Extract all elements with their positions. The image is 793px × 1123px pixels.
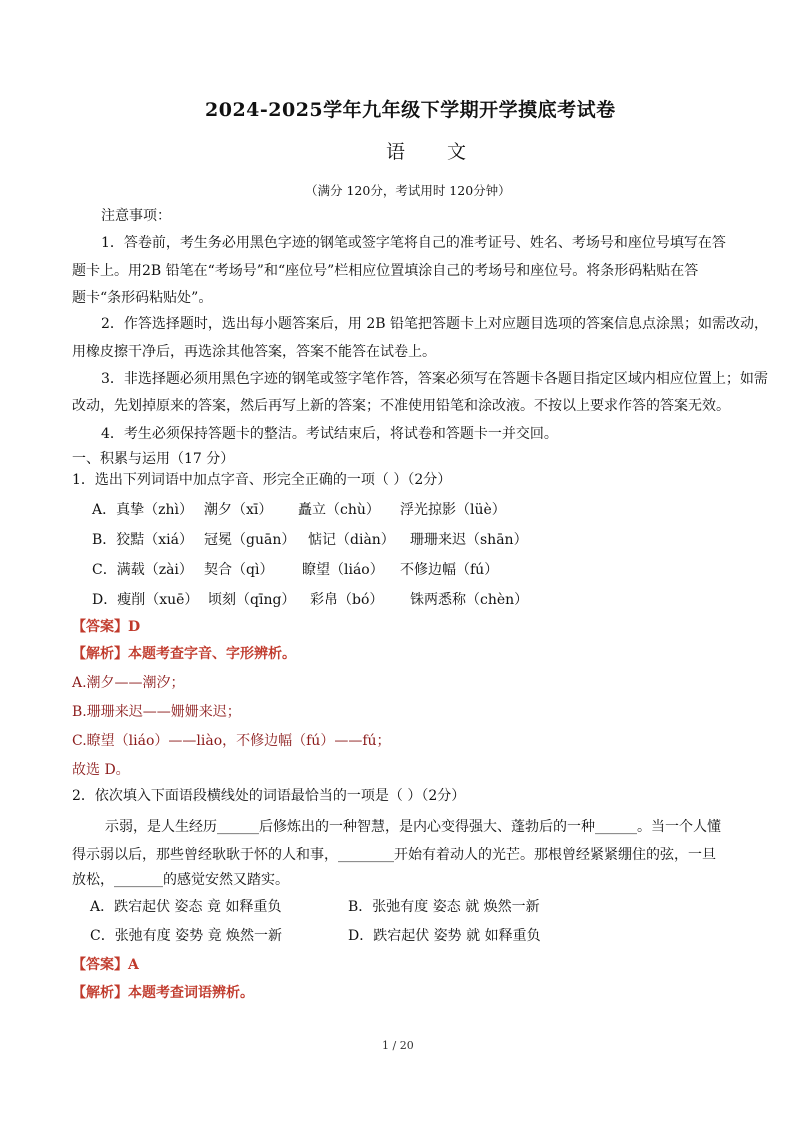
q1-option-d3: 彩帛（bó） <box>310 592 384 608</box>
section-heading: 一、积累与运用（17 分） <box>72 451 235 467</box>
notice-line: 3．非选择题必须用黑色字迹的钢笔或签字笔作答，答案必须写在答题卡各题目指定区域内相应位置上；如需 <box>101 371 768 387</box>
q1-option-b3: 惦记（diàn） <box>308 532 395 548</box>
q1-option-b4: 珊珊来迟（shān） <box>410 532 528 548</box>
notice-line: 4．考生必须保持答题卡的整洁。考试结束后，将试卷和答题卡一并交回。 <box>101 426 558 442</box>
q2-passage-line: 示弱，是人生经历______后修炼出的一种智慧，是内心变得强大、蓬勃后的一种______。当一个人懂 <box>105 819 721 835</box>
notices-heading: 注意事项： <box>101 208 171 224</box>
q1-option-b1: B．狡黠（xiá） <box>92 532 194 548</box>
notice-line: 2．作答选择题时，选出每小题答案后，用 2B 铅笔把答题卡上对应题目选项的答案信息点涂黑；如需改动， <box>101 316 769 332</box>
q1-option-d4: 铢两悉称（chèn） <box>410 592 529 608</box>
subject-title: 语 文 <box>386 141 485 163</box>
q2-passage-line: 得示弱以后，那些曾经耿耿于怀的人和事，________开始有着动人的光芒。那根曾经紧紧绷住的弦，一旦 <box>72 847 716 863</box>
q1-option-a3: 矗立（chù） <box>298 502 380 518</box>
score-note: （满分 120分，考试用时 120分钟） <box>305 183 511 198</box>
q2-option-c: C．张弛有度 姿势 竟 焕然一新 <box>90 928 283 944</box>
q1-analysis-line: B.珊珊来迟——姗姗来迟； <box>72 704 241 720</box>
notice-line: 用橡皮擦干净后，再选涂其他答案，答案不能答在试卷上。 <box>72 344 436 360</box>
q1-option-a2: 潮夕（xī） <box>204 502 273 518</box>
q2-option-d: D．跌宕起伏 姿势 就 如释重负 <box>348 928 541 944</box>
question-2-stem: 2．依次填入下面语段横线处的词语最恰当的一项是（ ）（2分） <box>72 788 466 804</box>
q2-option-b: B．张弛有度 姿态 就 焕然一新 <box>348 899 540 915</box>
exam-title: 2024-2025学年九年级下学期开学摸底考试卷 <box>205 99 616 121</box>
q2-answer: 【答案】A <box>72 957 139 973</box>
q1-option-a1: A．真挚（zhì） <box>92 502 193 518</box>
notice-line: 题卡“条形码粘贴处”。 <box>72 290 213 306</box>
q2-analysis: 【解析】本题考查词语辨析。 <box>72 985 254 1001</box>
q1-option-c4: 不修边幅（fú） <box>400 562 499 578</box>
q1-option-c1: C．满载（zài） <box>92 562 193 578</box>
q2-passage-line: 放松，_______的感觉安然又踏实。 <box>72 872 289 888</box>
q1-analysis: 【解析】本题考查字音、字形辨析。 <box>72 646 296 662</box>
notice-line: 改动，先划掉原来的答案，然后再写上新的答案；不准使用铅笔和涂改液。不按以上要求作答的答案无效。 <box>72 398 730 414</box>
notice-line: 题卡上。用2B 铅笔在“考场号”和“座位号”栏相应位置填涂自己的考场号和座位号。将条形码粘贴在答 <box>72 263 699 279</box>
q1-option-d2: 顷刻（qīng） <box>208 592 296 608</box>
q1-option-c2: 契合（qì） <box>204 562 274 578</box>
notice-line: 1．答卷前，考生务必用黑色字迹的钢笔或签字笔将自己的准考证号、姓名、考场号和座位号填写在答 <box>101 235 726 251</box>
q1-analysis-line: C.瞭望（liáo）——liào，不修边幅（fú）——fú； <box>72 733 391 749</box>
q1-option-a4: 浮光掠影（lüè） <box>400 502 506 518</box>
q1-option-c3: 瞭望（liáo） <box>302 562 384 578</box>
q1-option-d1: D．瘦削（xuē） <box>92 592 199 608</box>
q1-analysis-line: A.潮夕——潮汐； <box>72 675 185 691</box>
question-1-stem: 1．选出下列词语中加点字音、形完全正确的一项（ ）（2分） <box>72 472 452 488</box>
q2-option-a: A．跌宕起伏 姿态 竟 如释重负 <box>90 899 282 915</box>
page-number: 1 / 20 <box>382 1039 414 1052</box>
q1-answer: 【答案】D <box>72 619 141 635</box>
q1-analysis-line: 故选 D。 <box>72 762 130 778</box>
q1-option-b2: 冠冕（guān） <box>204 532 296 548</box>
